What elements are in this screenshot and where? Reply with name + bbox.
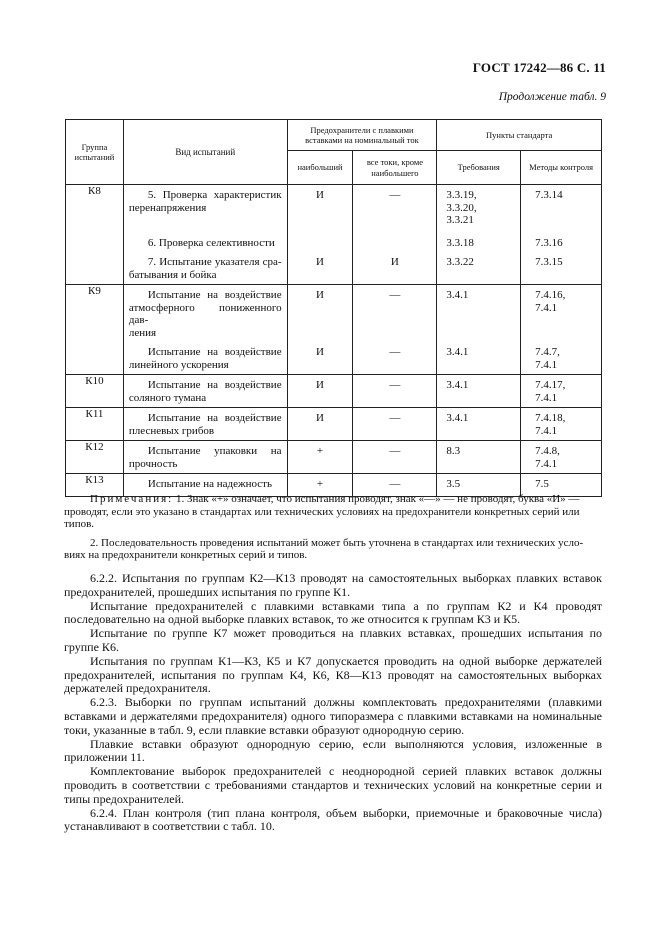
largest-current-cell: [287, 252, 353, 285]
mark-value: И: [316, 412, 324, 424]
table-row: [66, 285, 602, 343]
clause-ref: 3.3.21: [446, 214, 474, 226]
header-largest: наибольший: [287, 151, 353, 185]
clause-ref: 7.4.18,: [535, 412, 566, 424]
clause-ref: 3.5: [446, 478, 461, 490]
largest-current-cell: [287, 441, 353, 474]
mark-value: И: [390, 256, 399, 268]
mark-value: И: [316, 379, 324, 391]
test-kind-line: батывания и бойка: [128, 268, 217, 281]
mark-value: И: [316, 346, 324, 358]
clause-ref: 7.3.16: [535, 236, 563, 249]
mark-value: —: [389, 412, 401, 424]
test-kind-line: Испытание на воздействие: [147, 289, 282, 301]
clause-ref: 7.4.7,: [535, 346, 560, 358]
clause-ref: 7.4.8,: [535, 445, 560, 457]
other-currents-cell: [353, 185, 437, 233]
methods-cell: [521, 342, 602, 375]
test-kind-line: Испытание на воздействие: [147, 412, 282, 424]
test-kind-cell: [123, 441, 287, 474]
largest-current-cell: [287, 342, 353, 375]
paragraph-6-2-3: 6.2.3. Выборки по группам испытаний должны комплектовать предохранителями (плавкими вставками и держателями предохранителя) одного типоразмера с плавкими вставками на номинальные токи, указанные в табл. 9, если плавкие вставки образуют однородную серию.: [64, 695, 602, 737]
mark-value: —: [389, 478, 401, 490]
test-kind-line: соляного тумана: [128, 391, 207, 404]
test-kind-line: 5. Проверка характеристик: [147, 189, 282, 201]
test-kind-cell: [123, 375, 287, 408]
methods-cell: [521, 408, 602, 441]
methods-cell: [521, 285, 602, 343]
mark-value: —: [389, 379, 401, 391]
paragraph: Испытание по группе К7 может проводиться на плавких вставках, прошедших испытания по группе К6.: [64, 626, 602, 654]
clause-ref: 3.3.18: [446, 236, 474, 249]
test-table: [65, 119, 602, 497]
notes: [64, 493, 603, 562]
clause-ref: 3.3.22: [446, 256, 474, 268]
paragraph-6-2-4: 6.2.4. План контроля (тип плана контроля, объем выборки, приемочные и браковочные числа) устанавливают в соответствии с табл. 10.: [64, 805, 602, 834]
largest-current-cell: [287, 233, 353, 253]
group-cell: К9: [66, 285, 124, 375]
mark-value: —: [389, 289, 401, 301]
table-row: [66, 408, 602, 441]
test-kind-line: ления: [128, 326, 157, 339]
mark-value: —: [389, 445, 401, 457]
header-fuses: Предохранители с плавкими вставками на номинальный ток: [287, 120, 437, 151]
group-cell: К12: [66, 441, 124, 474]
test-kind-line: Испытание на воздействие: [147, 346, 282, 358]
mark-value: +: [316, 478, 324, 490]
test-kind-line: атмосферного пониженного дав-: [128, 301, 282, 326]
clause-ref: 7.4.1: [535, 301, 558, 314]
clause-ref: 8.3: [446, 445, 461, 457]
requirements-cell: [437, 408, 521, 441]
test-kind-cell: [123, 408, 287, 441]
methods-cell: [521, 375, 602, 408]
clause-ref: 7.4.17,: [535, 379, 566, 391]
note-1: [90, 493, 603, 506]
mark-value: И: [316, 289, 324, 301]
test-kind-line: Испытание упаковки на: [147, 445, 282, 457]
clause-ref: 3.4.1: [446, 412, 469, 424]
test-kind-cell: [123, 342, 287, 375]
methods-cell: [521, 185, 602, 233]
test-kind-line: линейного ускорения: [128, 358, 229, 371]
group-cell: К8: [66, 185, 124, 285]
requirements-cell: [437, 252, 521, 285]
paragraph: Испытание предохранителей с плавкими вставками типа а по группам К2 и К4 проводят последовательно на одной выборке плавких вставок, то же относится к группам К3 и К5.: [64, 598, 602, 627]
mark-value: +: [316, 445, 324, 457]
paragraph-6-2-2: 6.2.2. Испытания по группам К2—К13 проводят на самостоятельных выборках плавких вставок предохранителей, прошедших испытания по группе К1.: [64, 571, 602, 599]
header-standard-items: Пункты стандарта: [437, 120, 602, 151]
table-row: [66, 185, 602, 233]
other-currents-cell: [353, 233, 437, 253]
other-currents-cell: [353, 441, 437, 474]
test-kind-cell: [123, 233, 287, 253]
note-1-line-2: проводят, если это указано в стандартах или технических условиях на предохранители конкретных серий или: [64, 505, 580, 518]
test-kind-cell: [123, 285, 287, 343]
clause-ref: 7.5: [535, 478, 549, 490]
test-kind-line: прочность: [128, 457, 178, 470]
table-body: [66, 185, 602, 497]
other-currents-cell: [353, 342, 437, 375]
requirements-cell: [437, 233, 521, 253]
paragraph: Испытания по группам К1—К3, К5 и К7 допускается проводить на одной выборке держателей предохранителей, испытания по группам К4, К6, К8—К13 проводят на самостоятельных выборках держателей предохранителя.: [64, 653, 602, 696]
table-row: [66, 342, 602, 375]
mark-value: —: [389, 346, 401, 358]
header-methods: Методы контроля: [521, 151, 602, 185]
header-group: Группа испытаний: [66, 120, 124, 185]
largest-current-cell: [287, 285, 353, 343]
test-kind-cell: [123, 185, 287, 233]
largest-current-cell: [287, 408, 353, 441]
other-currents-cell: [353, 252, 437, 285]
group-cell: К13: [66, 474, 124, 497]
test-kind-line: Испытание на надежность: [147, 478, 272, 490]
requirements-cell: [437, 375, 521, 408]
header-requirements: Требования: [437, 151, 521, 185]
test-kind-cell: [123, 252, 287, 285]
methods-cell: [521, 252, 602, 285]
requirements-cell: [437, 285, 521, 343]
note-1-line-1: 1. Знак «+» означает, что испытания проводят, знак «—» — не проводят, буква «И» —: [175, 493, 580, 505]
mark-value: И: [316, 189, 324, 201]
note-1-line-3: типов.: [64, 518, 95, 530]
other-currents-cell: [353, 408, 437, 441]
table-continuation-caption: Продолжение табл. 9: [498, 91, 606, 103]
note-2-line-2: виях на предохранители конкретных серий и типов.: [64, 549, 308, 561]
clause-ref: 7.4.1: [535, 424, 558, 437]
page-header: ГОСТ 17242—86 С. 11: [472, 60, 606, 75]
group-cell: К10: [66, 375, 124, 408]
clause-ref: 7.4.1: [535, 358, 558, 371]
table-row: [66, 252, 602, 285]
paragraph: Плавкие вставки образуют однородную серию, если выполняются условия, изложенные в приложении 11.: [64, 736, 602, 765]
test-kind-line: плесневых грибов: [128, 424, 215, 437]
largest-current-cell: [287, 375, 353, 408]
clause-ref: 3.4.1: [446, 289, 469, 301]
clause-ref: 3.3.20,: [446, 201, 477, 214]
requirements-cell: [437, 441, 521, 474]
clause-ref: 7.4.1: [535, 457, 558, 470]
test-kind-line: 7. Испытание указателя сра-: [147, 256, 282, 268]
paragraph: Комплектование выборок предохранителей с неоднородной серией плавких вставок должны проводить в соответствии с требованиями стандартов и технических условий на конкретные серии и типы предохранителей.: [64, 764, 602, 806]
group-cell: К11: [66, 408, 124, 441]
header-all-except: все токи, кроме наибольшего: [353, 151, 437, 185]
header-kind: Вид испытаний: [123, 120, 287, 185]
test-kind-line: Испытание на воздействие: [147, 379, 282, 391]
mark-value: И: [316, 256, 324, 268]
test-kind-line: 6. Проверка селективности: [147, 236, 275, 249]
clause-ref: 7.3.15: [535, 256, 563, 268]
test-kind-line: перенапряжения: [128, 201, 207, 214]
table-row: [66, 441, 602, 474]
methods-cell: [521, 441, 602, 474]
other-currents-cell: [353, 375, 437, 408]
methods-cell: [521, 233, 602, 253]
note-2-line-1: 2. Последовательность проведения испытаний может быть уточнена в стандартах или технических усло-: [90, 536, 584, 549]
clause-ref: 3.4.1: [446, 346, 469, 358]
body-text: [64, 572, 602, 834]
largest-current-cell: [287, 185, 353, 233]
clause-ref: 7.4.16,: [535, 289, 566, 301]
clause-ref: 7.3.14: [535, 189, 563, 201]
other-currents-cell: [353, 285, 437, 343]
requirements-cell: [437, 185, 521, 233]
clause-ref: 7.4.1: [535, 391, 558, 404]
mark-value: —: [389, 189, 401, 201]
mark-value: [353, 233, 436, 240]
requirements-cell: [437, 342, 521, 375]
clause-ref: 3.3.19,: [446, 189, 477, 201]
clause-ref: 3.4.1: [446, 379, 469, 391]
mark-value: [288, 233, 353, 240]
notes-label: Примечания:: [90, 493, 174, 505]
table-row: [66, 233, 602, 253]
table-row: [66, 375, 602, 408]
